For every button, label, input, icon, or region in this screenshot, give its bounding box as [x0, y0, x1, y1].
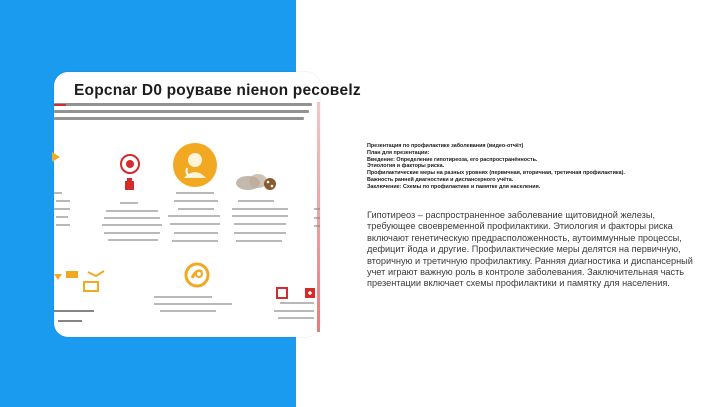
plan-line: Презентация по профилактике заболевания (видео-отчёт) — [367, 143, 524, 149]
caption-line — [104, 217, 160, 219]
caption-line — [170, 223, 220, 225]
caption-line — [108, 239, 158, 241]
caption-line — [56, 216, 68, 218]
caption-line — [154, 303, 232, 305]
caption-line — [56, 200, 70, 202]
caption-line — [274, 310, 314, 312]
caption-line — [178, 208, 214, 210]
caption-line — [278, 317, 314, 319]
plan-line: Этиология и факторы риска. — [367, 163, 445, 170]
slide-image-card[interactable] — [54, 72, 361, 337]
caption-line — [280, 302, 314, 304]
caption-line — [154, 296, 212, 298]
caption-line — [176, 192, 214, 194]
card-subtitle-line — [54, 103, 312, 106]
caption-line — [56, 224, 70, 226]
caption-line — [174, 232, 218, 234]
caption-line — [238, 200, 274, 202]
caption-line — [58, 320, 82, 322]
caption-line — [314, 208, 320, 210]
summary-paragraph: Гипотиреоз – распространенное заболевание щитовидной железы, требующее своевременной профилактики. Этиология и факторы риска включают генетическую предрасположенность, аутоиммунные процессы, дефицит йода и другие. Профилактические меры делятся на первичную, вторичную и третичную профилактику. Ранняя диагностика и диспансерный учет играют важную роль в контроле заболевания. Заключительная часть презентации включает схемы профилактики и памятку для населения. — [367, 210, 693, 289]
caption-line — [54, 192, 62, 194]
caption-line — [168, 215, 220, 217]
caption-line — [102, 224, 162, 226]
card-title: Eopcnar D0 poyвaвe nieнon pecoвelz — [74, 82, 361, 99]
caption-line — [234, 223, 286, 225]
card-subtitle-line — [54, 117, 304, 120]
caption-line — [160, 310, 216, 312]
plan-line: План для презентации: — [367, 149, 430, 156]
caption-line — [234, 232, 286, 234]
doctor-circle-icon — [172, 142, 218, 193]
heart-badge-icon — [50, 150, 62, 169]
plan-line: Введение: Определение гипотиреоза, его распространённость. — [367, 156, 538, 163]
caption-line — [106, 210, 158, 212]
plan-line: Заключение: Схемы по профилактике и памятке для населения. — [367, 183, 541, 190]
caption-line — [174, 200, 218, 202]
plan-line: Профилактические меры на разных уровнях (первичная, вторичная, третичная профилактика). — [367, 170, 625, 177]
caption-line — [104, 232, 160, 234]
caption-line — [236, 240, 282, 242]
caption-line — [314, 225, 320, 227]
caption-line — [172, 240, 218, 242]
caption-line — [232, 215, 288, 217]
medicine-jar-icon — [118, 154, 142, 199]
plan-line: Важность ранней диагностики и диспансерного учёта. — [367, 176, 514, 183]
card-red-accent — [54, 104, 66, 106]
card-subtitle-line — [54, 110, 309, 113]
caption-line — [54, 208, 70, 210]
caption-line — [314, 217, 320, 219]
caption-line — [232, 208, 288, 210]
presentation-plan — [367, 143, 697, 191]
caption-line — [54, 310, 94, 312]
ribbon-icon — [184, 262, 210, 293]
syringe-icon — [52, 268, 108, 299]
caption-line — [120, 202, 138, 204]
virus-cloud-icon — [234, 172, 280, 197]
